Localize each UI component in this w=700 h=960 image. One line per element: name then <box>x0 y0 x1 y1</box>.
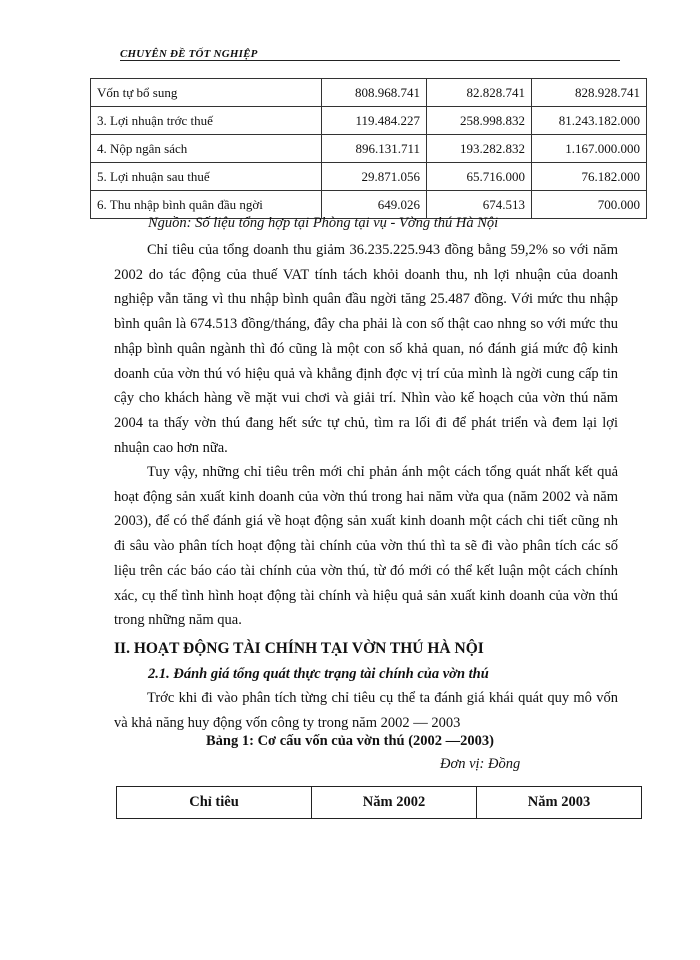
unit-note: Đơn vị: Đồng <box>440 756 521 772</box>
row-label: Vốn tự bổ sung <box>91 79 322 107</box>
results-table <box>90 78 647 219</box>
table-row <box>91 107 647 135</box>
capital-structure-table <box>116 786 642 819</box>
cell-value: 649.026 <box>322 191 427 219</box>
row-label: 3. Lợi nhuận trớc thuế <box>91 107 322 135</box>
cell-value: 119.484.227 <box>322 107 427 135</box>
cell-value: 896.131.711 <box>322 135 427 163</box>
section-heading: II. HOẠT ĐỘNG TÀI CHÍNH TẠI VỜN THÚ HÀ NỘI <box>114 640 484 657</box>
cell-value: 258.998.832 <box>427 107 532 135</box>
row-label: 6. Thu nhập bình quân đầu ngời <box>91 191 322 219</box>
cell-value: 193.282.832 <box>427 135 532 163</box>
results-table-body <box>91 79 647 219</box>
column-header-2003: Năm 2003 <box>477 787 642 819</box>
table-row <box>91 163 647 191</box>
cell-value: 828.928.741 <box>532 79 647 107</box>
table-row <box>91 79 647 107</box>
paragraph-capital-overview: Trớc khi đi vào phân tích từng chỉ tiêu cụ thể ta đánh giá khái quát quy mô vốn và khả năng huy động vốn công ty trong năm 2002 — 2003 <box>114 690 618 731</box>
column-header-indicator: Chỉ tiêu <box>117 787 312 819</box>
row-label: 4. Nộp ngân sách <box>91 135 322 163</box>
cell-value: 82.828.741 <box>427 79 532 107</box>
source-note: Nguồn: Số liệu tổng hợp tại Phòng tại vụ - Vờng thú Hà Nội <box>148 215 499 231</box>
paragraph-general-assessment: Tuy vậy, những chỉ tiêu trên mới chỉ phản ánh một cách tổng quát nhất kết quả hoạt động sản xuất kinh doanh của vờn thú trong hai năm vừa qua (năm 2002 và năm 2003), để có thể đánh giá về hoạt động sản xuất kinh doanh một cách chi tiết cũng nh đi sâu vào phân tích hoạt động tài chính của vờn thú thì ta sẽ đi vào phân tích các số liệu trên các báo cáo tài chính của vờn thú, từ đó mới có thể kết luận một cách chính xác, cụ thể tình hình hoạt động tài chính và hiệu quả sản xuất kinh doanh của vờn thú trong những năm qua. <box>114 464 618 629</box>
header-title: CHUYÊN ĐỀ TỐT NGHIỆP <box>120 48 258 60</box>
column-header-2002: Năm 2002 <box>312 787 477 819</box>
cell-value: 674.513 <box>427 191 532 219</box>
cell-value: 29.871.056 <box>322 163 427 191</box>
cell-value: 81.243.182.000 <box>532 107 647 135</box>
table-header-row <box>117 787 642 819</box>
cell-value: 65.716.000 <box>427 163 532 191</box>
paragraph-revenue-analysis: Chỉ tiêu của tổng doanh thu giảm 36.235.225.943 đồng bằng 59,2% so với năm 2002 do tác động của thuế VAT tính tách khỏi doanh thu, nh lợi nhuận của doanh nghiệp vẫn tăng vì thu nhập bình quân đầu ngời tăng 25.487 đồng. Với mức thu nhập bình quân là 674.513 đồng/tháng, đây cha phải là con số thật cao nhng so với mức thu nhập bình quân ngành thì đó cũng là một con số khả quan, nó đánh giá mức độ kinh doanh của vờn thú vó hiệu quả và khẳng định đợc vị trí của mình là ngời cung cấp tin cậy cho khách hàng về mặt vui chơi và giải trí. Nhìn vào kế hoạch của vờn thú năm 2004 ta thấy vờn thú đang hết sức tự chủ, tìm ra lối đi để phát triển và đem lại lợi nhuận cao hơn nữa. <box>114 242 618 456</box>
cell-value: 808.968.741 <box>322 79 427 107</box>
row-label: 5. Lợi nhuận sau thuế <box>91 163 322 191</box>
subsection-heading: 2.1. Đánh giá tổng quát thực trạng tài chính của vờn thú <box>148 666 489 682</box>
cell-value: 700.000 <box>532 191 647 219</box>
table-row <box>91 135 647 163</box>
table-caption: Bảng 1: Cơ cấu vốn của vờn thú (2002 —2003) <box>206 733 494 749</box>
cell-value: 76.182.000 <box>532 163 647 191</box>
page-header <box>120 44 620 61</box>
cell-value: 1.167.000.000 <box>532 135 647 163</box>
